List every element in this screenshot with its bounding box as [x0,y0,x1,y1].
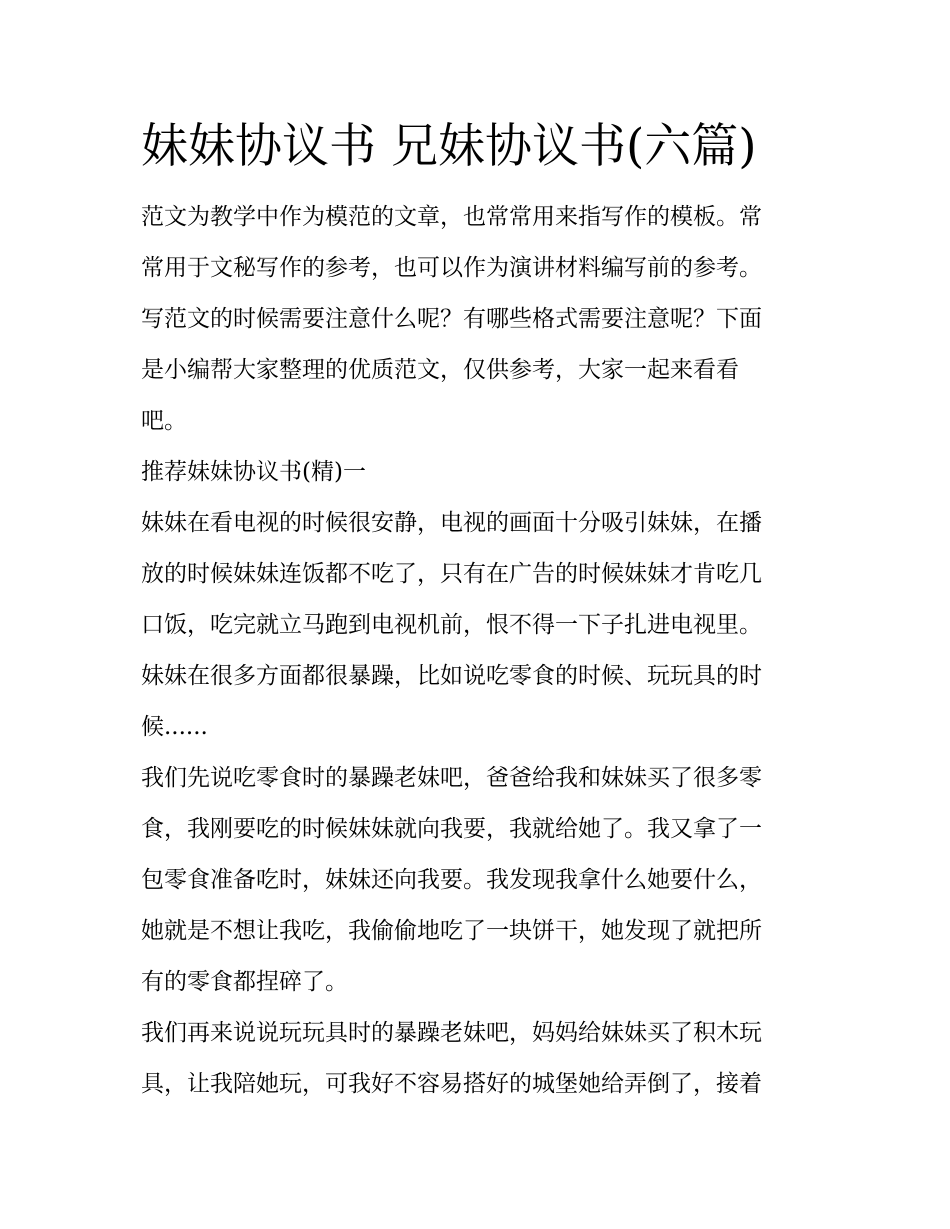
text-line: 包零食准备吃时，妹妹还向我要。我发现我拿什么她要什么， [141,867,762,893]
text-line: 她就是不想让我吃，我偷偷地吃了一块饼干，她发现了就把所 [141,918,762,944]
text-line: 食，我刚要吃的时候妹妹就向我要，我就给她了。我又拿了一 [141,816,762,842]
text-line: 我们先说吃零食时的暴躁老妹吧，爸爸给我和妹妹买了很多零 [141,765,762,791]
body-paragraph-3 [141,1008,812,1110]
text-line: 妹妹在看电视的时候很安静，电视的画面十分吸引妹妹，在播 [141,510,762,536]
text-line: 口饭，吃完就立马跑到电视机前，恨不得一下子扎进电视里。 [141,612,762,638]
text-line: 吧。 [141,408,187,434]
body-paragraph-2 [141,753,812,1008]
text-line: 候...... [141,714,208,740]
text-line: 范文为教学中作为模范的文章，也常常用来指写作的模板。常 [141,204,762,230]
intro-paragraph [141,192,812,447]
text-line: 写范文的时候需要注意什么呢？有哪些格式需要注意呢？下面 [141,306,762,332]
section-heading: 推荐妹妹协议书(精)一 [141,459,366,485]
body-paragraph-1 [141,498,812,753]
text-line: 放的时候妹妹连饭都不吃了，只有在广告的时候妹妹才肯吃几 [141,561,762,587]
document-title: 妹妹协议书 兄妹协议书(六篇) [141,119,757,174]
text-line: 我们再来说说玩玩具时的暴躁老妹吧，妈妈给妹妹买了积木玩 [141,1020,762,1046]
text-line: 常用于文秘写作的参考，也可以作为演讲材料编写前的参考。 [141,255,762,281]
text-line: 是小编帮大家整理的优质范文，仅供参考，大家一起来看看 [141,357,739,383]
text-line: 具，让我陪她玩，可我好不容易搭好的城堡她给弄倒了，接着 [141,1071,762,1097]
text-line: 妹妹在很多方面都很暴躁，比如说吃零食的时候、玩玩具的时 [141,663,762,689]
text-line: 有的零食都捏碎了。 [141,969,348,995]
